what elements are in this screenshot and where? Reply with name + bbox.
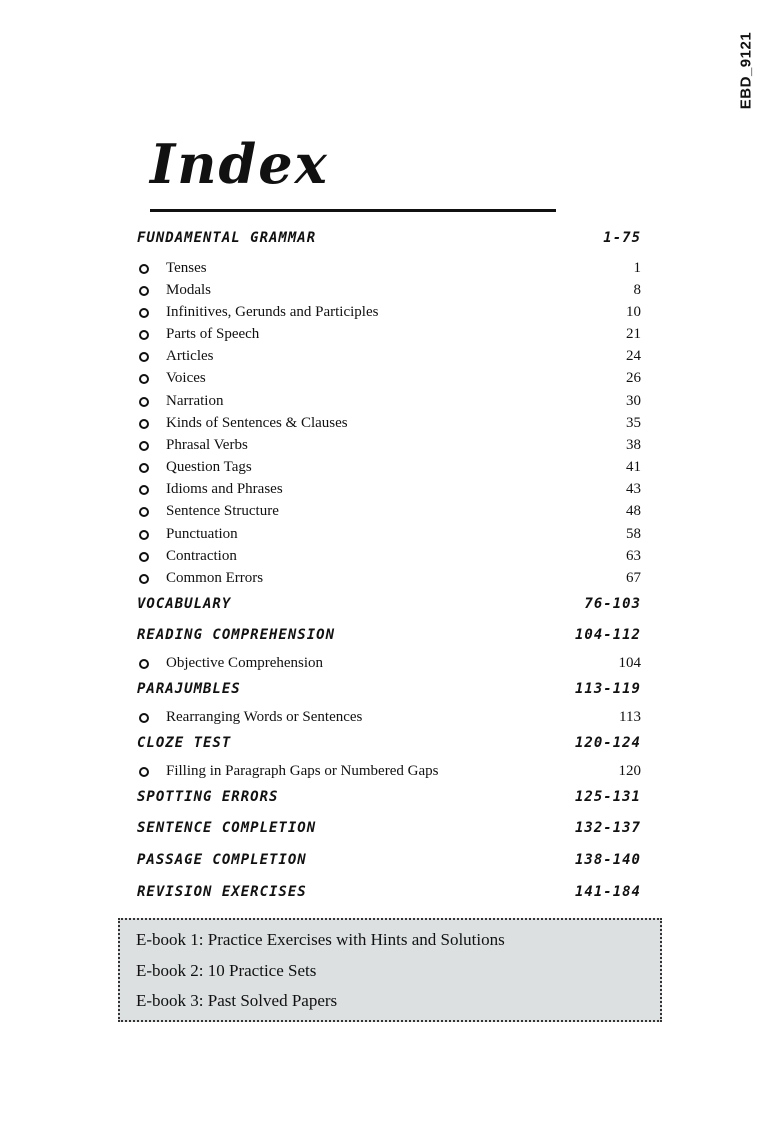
entry-page: 43 — [626, 481, 641, 497]
toc-item — [137, 479, 641, 499]
entry-page: 104 — [618, 655, 641, 671]
entry-label: Sentence Structure — [166, 503, 279, 519]
entry-label: VOCABULARY — [137, 596, 232, 612]
entry-label: Rearranging Words or Sentences — [166, 709, 363, 725]
toc-item — [137, 324, 641, 344]
entry-label: Kinds of Sentences & Clauses — [166, 415, 348, 431]
entry-page: 41 — [626, 459, 641, 475]
toc-item — [137, 413, 641, 433]
entry-page: 35 — [626, 415, 641, 431]
entry-label: Filling in Paragraph Gaps or Numbered Gaps — [166, 763, 439, 779]
entry-page: 76-103 — [584, 596, 641, 612]
ebooks-box — [118, 918, 662, 1022]
page-title: Index — [150, 132, 329, 196]
entry-label: READING COMPREHENSION — [137, 627, 336, 643]
entry-page: 120-124 — [574, 735, 641, 751]
entry-page: 10 — [626, 304, 641, 320]
entry-page: 141-184 — [574, 884, 641, 900]
entry-label: Contraction — [166, 548, 237, 564]
bullet-icon — [139, 463, 149, 473]
entry-label: CLOZE TEST — [137, 735, 232, 751]
toc-item — [137, 280, 641, 300]
section-heading — [137, 625, 641, 645]
bullet-icon — [139, 419, 149, 429]
entry-label: Narration — [166, 393, 224, 409]
entry-label: Phrasal Verbs — [166, 437, 248, 453]
entry-page: 58 — [626, 526, 641, 542]
entry-page: 132-137 — [574, 820, 641, 836]
section-heading — [137, 882, 641, 902]
entry-label: SPOTTING ERRORS — [137, 789, 279, 805]
entry-label: Idioms and Phrases — [166, 481, 283, 497]
entry-label: Modals — [166, 282, 211, 298]
entry-page: 63 — [626, 548, 641, 564]
entry-page: 113-119 — [574, 681, 641, 697]
toc-item — [137, 346, 641, 366]
bullet-icon — [139, 397, 149, 407]
bullet-icon — [139, 374, 149, 384]
bullet-icon — [139, 507, 149, 517]
toc-item — [137, 368, 641, 388]
toc-item — [137, 302, 641, 322]
section-heading — [137, 850, 641, 870]
book-code: EBD_9121 — [737, 31, 755, 110]
bullet-icon — [139, 552, 149, 562]
entry-label: SENTENCE COMPLETION — [137, 820, 317, 836]
bullet-icon — [139, 352, 149, 362]
ebook-item: E-book 3: Past Solved Papers — [136, 991, 338, 1010]
entry-label: Question Tags — [166, 459, 252, 475]
entry-page: 38 — [626, 437, 641, 453]
entry-label: Parts of Speech — [166, 326, 260, 342]
entry-page: 113 — [619, 709, 641, 725]
entry-page: 104-112 — [574, 627, 641, 643]
toc-item — [137, 435, 641, 455]
toc-item — [137, 258, 641, 278]
toc-item — [137, 524, 641, 544]
entry-page: 24 — [626, 348, 641, 364]
bullet-icon — [139, 485, 149, 495]
bullet-icon — [139, 713, 149, 723]
title-rule — [150, 209, 556, 212]
ebook-item: E-book 1: Practice Exercises with Hints and Solutions — [136, 930, 505, 949]
entry-page: 48 — [626, 503, 641, 519]
entry-label: REVISION EXERCISES — [137, 884, 307, 900]
section-heading — [137, 594, 641, 614]
section-heading — [137, 818, 641, 838]
entry-page: 125-131 — [574, 789, 641, 805]
toc-item — [137, 546, 641, 566]
toc-item — [137, 568, 641, 588]
toc-item — [137, 761, 641, 781]
entry-label: PASSAGE COMPLETION — [137, 852, 307, 868]
entry-label: Punctuation — [166, 526, 238, 542]
entry-page: 26 — [626, 370, 641, 386]
entry-label: PARAJUMBLES — [137, 681, 241, 697]
entry-page: 8 — [633, 282, 641, 298]
bullet-icon — [139, 308, 149, 318]
bullet-icon — [139, 574, 149, 584]
entry-label: FUNDAMENTAL GRAMMAR — [137, 230, 317, 246]
entry-label: Objective Comprehension — [166, 655, 324, 671]
section-heading — [137, 787, 641, 807]
entry-page: 1 — [633, 260, 641, 276]
toc-item — [137, 457, 641, 477]
bullet-icon — [139, 767, 149, 777]
entry-label: Tenses — [166, 260, 207, 276]
bullet-icon — [139, 659, 149, 669]
entry-label: Common Errors — [166, 570, 264, 586]
bullet-icon — [139, 530, 149, 540]
section-heading — [137, 228, 641, 248]
entry-page: 21 — [626, 326, 641, 342]
section-heading — [137, 679, 641, 699]
entry-page: 120 — [618, 763, 641, 779]
bullet-icon — [139, 286, 149, 296]
toc-item — [137, 501, 641, 521]
toc-item — [137, 391, 641, 411]
entry-label: Infinitives, Gerunds and Participles — [166, 304, 379, 320]
entry-page: 138-140 — [574, 852, 641, 868]
bullet-icon — [139, 264, 149, 274]
ebook-item: E-book 2: 10 Practice Sets — [136, 961, 317, 980]
bullet-icon — [139, 330, 149, 340]
toc-item — [137, 653, 641, 673]
entry-page: 30 — [626, 393, 641, 409]
section-heading — [137, 733, 641, 753]
toc-item — [137, 707, 641, 727]
entry-label: Voices — [166, 370, 206, 386]
entry-label: Articles — [166, 348, 214, 364]
entry-page: 67 — [626, 570, 641, 586]
bullet-icon — [139, 441, 149, 451]
entry-page: 1-75 — [603, 230, 641, 246]
